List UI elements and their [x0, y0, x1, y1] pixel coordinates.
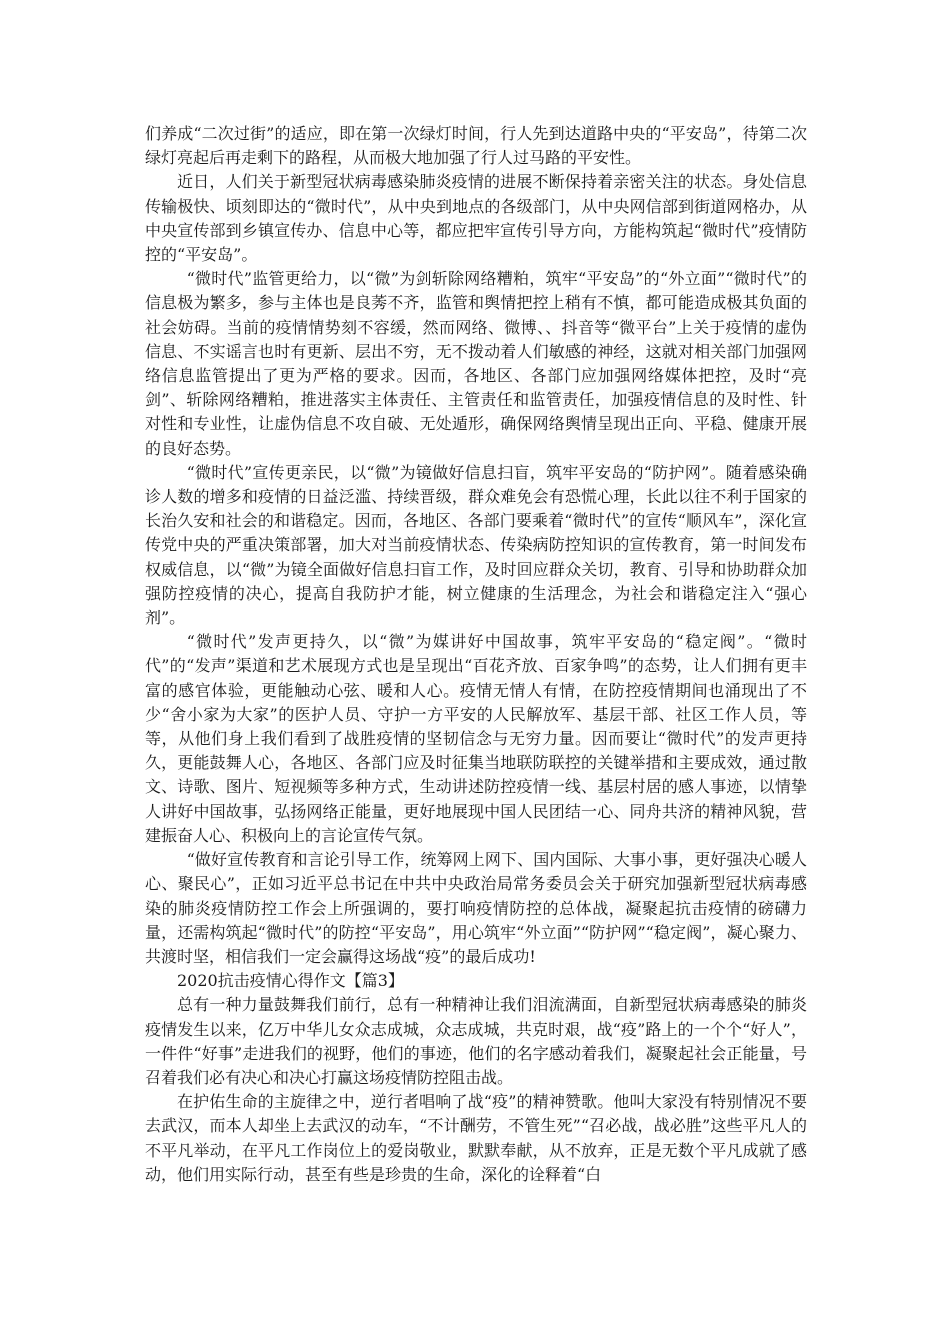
document-body — [145, 122, 807, 1187]
paragraph-supervision: “微时代”监管更给力，以“微”为剑斩除网络糟粕，筑牢“平安岛”的“外立面”“微时代”的信息极为繁多，参与主体也是良莠不齐，监管和舆情把控上稍有不慎，都可能造成极其负面的社会妨碍。当前的疫情情势刻不容缓，然而网络、微博、、抖音等“微平台”上关于疫情的虚伪信息、不实谣言也时有更新、层出不穷，无不拨动着人们敏感的神经，这就对相关部门加强网络信息监管提出了更为严格的要求。因而，各地区、各部门应加强网络媒体把控，及时“亮剑”、斩除网络糟粕，推进落实主体责任、主管责任和监管责任，加强疫情信息的及时性、针对性和专业性，让虚伪信息不攻自破、无处遁形，确保网络舆情呈现出正向、平稳、健康开展的良好态势。 — [145, 269, 807, 458]
paragraph-strength: 总有一种力量鼓舞我们前行，总有一种精神让我们泪流满面，自新型冠状病毒感染的肺炎疫情发生以来，亿万中华儿女众志成城，众志成城，共克时艰，战“疫”路上的一个个“好人”，一件件“好事”走进我们的视野，他们的事迹，他们的名字感动着我们，凝聚起社会正能量，号召着我们必有决心和决心打赢这场疫情防控阻击战。 — [145, 995, 807, 1087]
section-heading: 2020抗击疫情心得作文【篇3】 — [177, 971, 404, 991]
paragraph-voice: “微时代”发声更持久，以“微”为媒讲好中国故事，筑牢平安岛的“稳定阀”。“微时代”的“发声”渠道和艺术展现方式也是呈现出“百花齐放、百家争鸣”的态势，让人们拥有更丰富的感官体验，更能触动心弦、暖和人心。疫情无情人有情，在防控疫情期间也涌现出了不少“舍小家为大家”的医护人员、守护一方平安的人民解放军、基层干部、社区工作人员，等等，从他们身上我们看到了战胜疫情的坚韧信念与无穷力量。因而要让“微时代”的发声更持久，更能鼓舞人心，各地区、各部门应及时征集当地联防联控的关键举措和主要成效，通过散文、诗歌、图片、短视频等多种方式，生动讲述防控疫情一线、基层村居的感人事迹，以情挚人讲好中国故事，弘扬网络正能量，更好地展现中国人民团结一心、同舟共济的精神风貌，营建振奋人心、积极向上的言论宣传气氛。 — [145, 632, 807, 845]
paragraph-conclusion: “做好宣传教育和言论引导工作，统筹网上网下、国内国际、大事小事，更好强决心暖人心、聚民心”，正如习近平总书记在中共中央政治局常务委员会关于研究加强新型冠状病毒感染的肺炎疫情防控工作会上所强调的，要打响疫情防控的总体战，凝聚起抗击疫情的磅礴力量，还需构筑起“微时代”的防控“平安岛”，用心筑牢“外立面”“防护网”“稳定阀”，凝心聚力、共渡时坚，相信我们一定会赢得这场战“疫”的最后成功! — [145, 850, 807, 966]
paragraph-heroes: 在护佑生命的主旋律之中，逆行者唱响了战“疫”的精神赞歌。他叫大家没有特别情况不要去武汉，而本人却坐上去武汉的动车，“不计酬劳，不管生死”“召必战，战必胜”这些平凡人的不平凡举动，在平凡工作岗位上的爱岗敬业，默默奉献，从不放弃，正是无数个平凡成就了感动，他们用实际行动，甚至有些是珍贵的生命，深化的诠释着“白 — [145, 1092, 807, 1184]
paragraph-publicity: “微时代”宣传更亲民，以“微”为镜做好信息扫盲，筑牢平安岛的“防护网”。随着感染确诊人数的增多和疫情的日益泛滥、持续晋级，群众难免会有恐慌心理，长此以往不利于国家的长治久安和社会的和谐稳定。因而，各地区、各部门要乘着“微时代”的宣传“顺风车”，深化宣传党中央的严重决策部署，加大对当前疫情状态、传染病防控知识的宣传教育，第一时间发布权威信息，以“微”为镜全面做好信息扫盲工作，及时回应群众关切，教育、引导和协助群众加强防控疫情的决心，提高自我防护才能，树立健康的生活理念，为社会和谐稳定注入“强心剂”。 — [145, 462, 807, 628]
paragraph-intro: 近日，人们关于新型冠状病毒感染肺炎疫情的进展不断保持着亲密关注的状态。身处信息传输极快、顷刻即达的“微时代”，从中央到地点的各级部门，从中央网信部到街道网格办，从中央宣传部到乡镇宣传办、信息中心等，都应把牢宣传引导方向，方能构筑起“微时代”疫情防控的“平安岛”。 — [145, 172, 807, 265]
paragraph-continuation: 们养成“二次过街”的适应，即在第一次绿灯时间，行人先到达道路中央的“平安岛”，待第二次绿灯亮起后再走剩下的路程，从而极大地加强了行人过马路的平安性。 — [145, 124, 807, 168]
